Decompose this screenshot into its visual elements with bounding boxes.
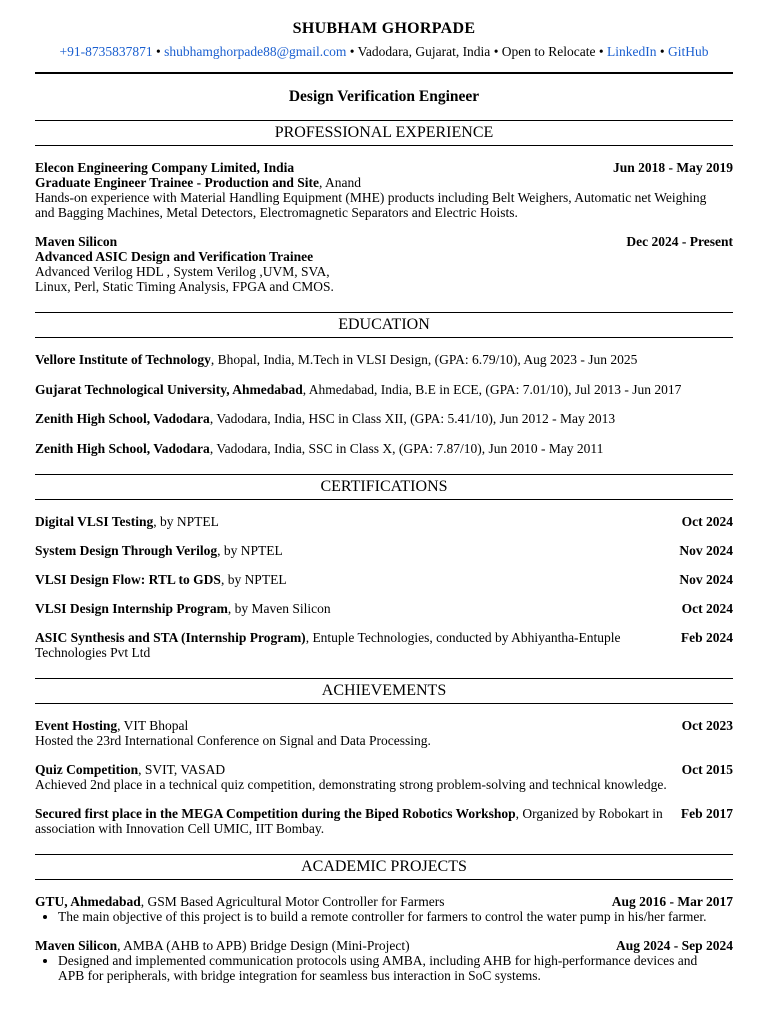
project-bullet <box>58 953 733 983</box>
school-name: Vellore Institute of Technology <box>35 352 211 367</box>
experience-entry <box>35 160 733 220</box>
achievement-row <box>35 806 733 821</box>
job-description: and Bagging Machines, Metal Detectors, Electromagnetic Separators and Electric Hoists. <box>35 205 518 220</box>
job-description: Advanced Verilog HDL , System Verilog ,UVM, SVA, <box>35 264 330 279</box>
certification-name: System Design Through Verilog <box>35 542 218 558</box>
certification-row <box>35 543 733 558</box>
location-text: Vadodara, Gujarat, India <box>357 44 491 59</box>
job-title: Advanced ASIC Design and Verification Trainee <box>35 249 314 264</box>
certification-issuer: , by NPTEL <box>217 542 283 558</box>
achievements-section <box>35 704 733 850</box>
experience-dates: Dec 2024 - Present <box>626 234 733 249</box>
project-text <box>35 894 602 909</box>
achievement-entry <box>35 762 733 792</box>
project-bullet-text: Designed and implemented communication protocols using AMBA, including AHB for high-performance devices and <box>58 952 698 968</box>
company-name: Elecon Engineering Company Limited, India <box>35 160 295 175</box>
certification-name: VLSI Design Internship Program <box>35 600 228 616</box>
certification-text <box>35 630 671 645</box>
job-description: Hands-on experience with Material Handling Equipment (MHE) products including Belt Weighers, Automatic net Weighing <box>35 190 707 205</box>
certification-issuer: , Entuple Technologies, conducted by Abhiyantha-Entuple <box>305 629 621 645</box>
achievement-row <box>35 762 733 777</box>
certification-issuer: , by NPTEL <box>153 513 219 529</box>
experience-section <box>35 146 733 308</box>
certification-issuer: , by NPTEL <box>220 571 287 587</box>
project-row <box>35 894 733 909</box>
project-entry <box>35 938 733 983</box>
project-bullet-text-continued: APB for peripherals, with bridge integration for seamless bus interaction in SoC systems. <box>58 967 541 983</box>
project-dates: Aug 2024 - Sep 2024 <box>615 937 733 953</box>
education-details: , Ahmedabad, India, B.E in ECE, (GPA: 7.01/10), Jul 2013 - Jun 2017 <box>302 381 682 397</box>
certification-name: Digital VLSI Testing <box>35 513 154 529</box>
project-org: Maven Silicon <box>35 937 118 953</box>
achievement-org: , Organized by Robokart in <box>515 805 663 821</box>
relocate-text: Open to Relocate <box>501 44 596 59</box>
certification-entry <box>35 514 733 529</box>
school-name: Zenith High School, Vadodara <box>35 411 210 426</box>
certification-entry <box>35 630 733 660</box>
job-title-line <box>35 175 733 190</box>
education-section <box>35 338 733 470</box>
achievement-entry <box>35 806 733 836</box>
school-name: Gujarat Technological University, Ahmedabad <box>35 381 303 397</box>
certification-row <box>35 572 733 587</box>
certification-issuer-continued: Technologies Pvt Ltd <box>35 644 151 660</box>
linkedin-link[interactable]: LinkedIn <box>607 44 657 59</box>
github-link[interactable]: GitHub <box>667 44 709 59</box>
achievement-entry <box>35 718 733 748</box>
certification-date: Oct 2024 <box>681 600 733 616</box>
achievement-title: Secured first place in the MEGA Competition during the Biped Robotics Workshop <box>35 805 516 821</box>
project-name: , AMBA (AHB to APB) Bridge Design (Mini-Project) <box>117 937 410 953</box>
education-entry <box>35 352 733 367</box>
phone-link[interactable]: +91-8735837871 <box>59 44 153 59</box>
certifications-section <box>35 500 733 674</box>
certification-row <box>35 630 733 645</box>
achievement-date: Oct 2015 <box>681 761 733 777</box>
achievement-text <box>35 718 672 733</box>
role-title: Design Verification Engineer <box>288 88 480 105</box>
certification-text <box>35 543 669 558</box>
certification-name: VLSI Design Flow: RTL to GDS <box>35 571 221 587</box>
achievement-text <box>35 762 672 777</box>
resume-page <box>35 18 733 997</box>
project-text <box>35 938 606 953</box>
candidate-name: SHUBHAM GHORPADE <box>292 20 476 37</box>
education-details: , Vadodara, India, HSC in Class XII, (GPA: 5.41/10), Jun 2012 - May 2013 <box>209 411 616 426</box>
certification-row <box>35 514 733 529</box>
header-divider <box>35 72 733 74</box>
email-link[interactable]: shubhamghorpade88@gmail.com <box>164 44 347 59</box>
achievement-row <box>35 718 733 733</box>
projects-section <box>35 880 733 997</box>
achievement-title: Quiz Competition <box>35 761 139 777</box>
education-details: , Bhopal, India, M.Tech in VLSI Design, (GPA: 6.79/10), Aug 2023 - Jun 2025 <box>210 352 638 367</box>
certification-entry <box>35 543 733 558</box>
section-heading-education: EDUCATION <box>35 312 733 338</box>
project-name: , GSM Based Agricultural Motor Controller for Farmers <box>140 893 445 909</box>
project-row <box>35 938 733 953</box>
experience-entry <box>35 234 733 294</box>
achievement-org: , VIT Bhopal <box>117 717 189 733</box>
job-title: Graduate Engineer Trainee - Production and Site <box>35 175 320 190</box>
certification-row <box>35 601 733 616</box>
project-entry <box>35 894 733 924</box>
certification-date: Nov 2024 <box>679 542 733 558</box>
education-entry <box>35 441 733 456</box>
section-heading-projects: ACADEMIC PROJECTS <box>35 854 733 880</box>
certification-name: ASIC Synthesis and STA (Internship Program) <box>35 629 306 645</box>
certification-text <box>35 601 672 616</box>
achievement-date: Oct 2023 <box>681 717 733 733</box>
achievement-description: Achieved 2nd place in a technical quiz competition, demonstrating strong problem-solving and technical knowledge. <box>35 776 667 792</box>
job-title-line <box>35 249 733 264</box>
section-heading-experience: PROFESSIONAL EXPERIENCE <box>35 120 733 146</box>
education-entry <box>35 411 733 426</box>
achievement-org: , SVIT, VASAD <box>138 761 226 777</box>
education-details: , Vadodara, India, SSC in Class X, (GPA: 7.87/10), Jun 2010 - May 2011 <box>209 440 604 456</box>
achievement-title: Event Hosting <box>35 717 118 733</box>
separator: • <box>595 44 607 59</box>
certification-text <box>35 572 669 587</box>
certification-text <box>35 514 672 529</box>
section-heading-certifications: CERTIFICATIONS <box>35 474 733 500</box>
certification-entry <box>35 601 733 616</box>
achievement-description: Hosted the 23rd International Conference on Signal and Data Processing. <box>35 732 431 748</box>
project-bullets <box>35 909 733 924</box>
experience-dates: Jun 2018 - May 2019 <box>612 160 733 175</box>
certification-date: Nov 2024 <box>679 571 733 587</box>
job-description: Linux, Perl, Static Timing Analysis, FPGA and CMOS. <box>35 279 334 294</box>
experience-header <box>35 234 733 249</box>
achievement-description: association with Innovation Cell UMIC, IIT Bombay. <box>35 820 325 836</box>
project-dates: Aug 2016 - Mar 2017 <box>611 893 733 909</box>
school-name: Zenith High School, Vadodara <box>35 440 210 456</box>
contact-line <box>35 42 733 62</box>
job-location: , Anand <box>319 175 362 190</box>
project-bullets <box>35 953 733 983</box>
achievement-text <box>35 806 677 821</box>
section-heading-achievements: ACHIEVEMENTS <box>35 678 733 704</box>
company-name: Maven Silicon <box>35 234 118 249</box>
separator: • <box>490 44 502 59</box>
separator: • <box>656 44 668 59</box>
separator: • <box>152 44 165 59</box>
certification-entry <box>35 572 733 587</box>
achievement-date: Feb 2017 <box>680 805 733 821</box>
experience-header <box>35 160 733 175</box>
education-entry <box>35 382 733 397</box>
certification-issuer: , by Maven Silicon <box>227 600 331 616</box>
certification-date: Oct 2024 <box>681 513 733 529</box>
project-org: GTU, Ahmedabad <box>35 893 141 909</box>
certification-date: Feb 2024 <box>680 629 733 645</box>
project-bullet: • The main objective of this project is to build a remote controller for farmers to control the water pump in his/her farmer. <box>58 909 733 924</box>
separator: • <box>346 44 358 59</box>
